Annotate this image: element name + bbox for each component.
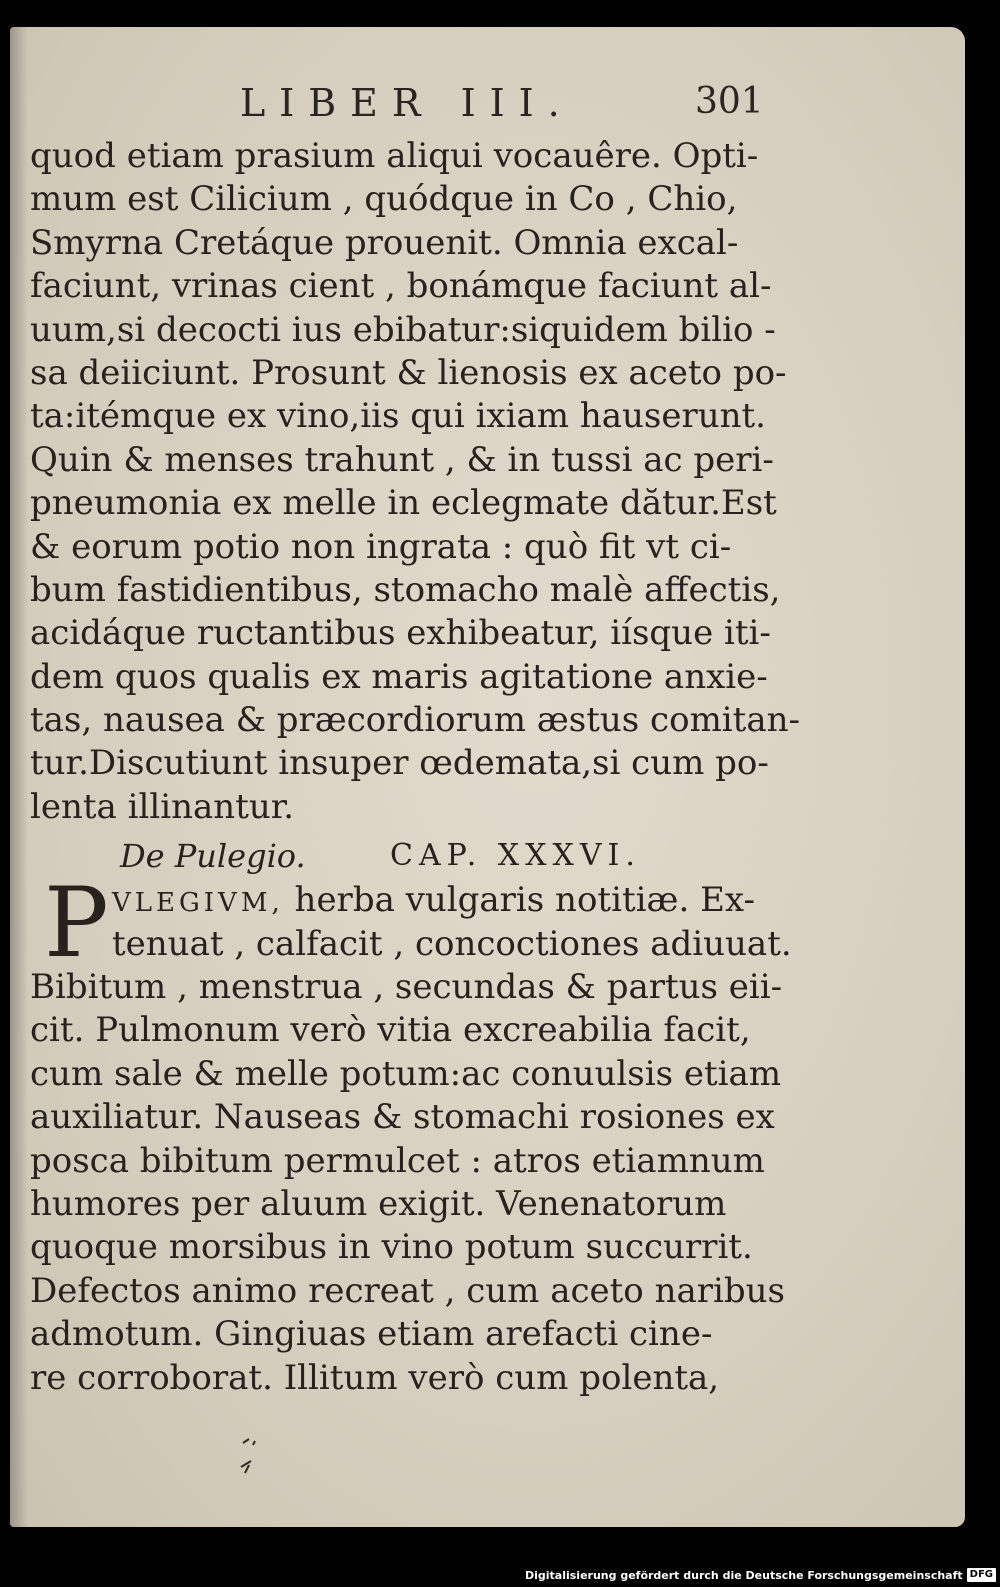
- text-block: [30, 135, 800, 1400]
- text-line: pneumonia ex melle in eclegmate dătur.Est: [30, 483, 777, 524]
- text-line: acidáque ructantibus exhibeatur, iísque iti-: [30, 613, 771, 654]
- text-line: sa deiiciunt. Prosunt & lienosis ex aceto po-: [30, 352, 787, 393]
- ink-mark-icon: [235, 1437, 265, 1477]
- text-span: herba vulgaris notitiæ. Ex-: [283, 880, 755, 921]
- text-line: admotum. Gingiuas etiam arefacti cine-: [30, 1314, 713, 1355]
- chapter-first-paragraph: [30, 867, 792, 980]
- running-head-title: LIBER III.: [240, 81, 574, 125]
- text-line: Defectos animo recreat , cum aceto naribus: [30, 1270, 785, 1311]
- smallcaps-word: VLEGIVM,: [112, 888, 284, 919]
- drop-cap: P: [44, 867, 109, 980]
- text-line: cit. Pulmonum verò vitia excreabilia facit,: [30, 1010, 751, 1051]
- text-line: cum sale & melle potum:ac conuulsis etiam: [30, 1053, 782, 1094]
- text-line: posca bibitum permulcet : atros etiamnum: [30, 1140, 765, 1181]
- text-line: quod etiam prasium aliqui vocauêre. Opti-: [30, 136, 759, 176]
- text-line: bum fastidientibus, stomacho malè affectis,: [30, 569, 781, 610]
- text-line: mum est Cilicium , quódque in Co , Chio,: [30, 179, 738, 220]
- chapter-heading: [30, 833, 770, 879]
- digitization-credit: [525, 1567, 996, 1583]
- text-line: & eorum potio non ingrata : quò fit vt ci-: [30, 526, 732, 567]
- text-line: quoque morsibus in vino potum succurrit.: [30, 1227, 753, 1268]
- book-page: [10, 27, 965, 1527]
- running-head: [40, 79, 770, 139]
- chapter-number: CAP. XXXVI.: [390, 838, 641, 874]
- text-line: tenuat , calfacit , concoctiones adiuuat.: [112, 923, 792, 964]
- text-line: auxiliatur. Nauseas & stomachi rosiones ex: [30, 1097, 775, 1138]
- text-line: re corroborat. Illitum verò cum polenta,: [30, 1357, 720, 1398]
- text-line: tas, nausea & præcordiorum æstus comitan-: [30, 700, 800, 741]
- dfg-logo: DFG: [967, 1568, 996, 1582]
- chapter-title: De Pulegio.: [120, 837, 306, 876]
- folio-number: 301: [695, 81, 764, 122]
- text-line: ta:itémque ex vino,iis qui ixiam hauserunt.: [30, 396, 766, 437]
- text-line: Smyrna Cretáque prouenit. Omnia excal-: [30, 222, 739, 263]
- text-line: [30, 879, 770, 922]
- text-line: lenta illinantur.: [30, 786, 295, 827]
- text-line: humores per aluum exigit. Venenatorum: [30, 1183, 727, 1224]
- text-line: tur.Discutiunt insuper œdemata,si cum po-: [30, 743, 769, 784]
- text-line: uum,si decocti ius ebibatur:siquidem bilio -: [30, 309, 776, 350]
- text-line: faciunt, vrinas cient , bonámque faciunt al-: [30, 266, 772, 307]
- text-line: Quin & menses trahunt , & in tussi ac peri-: [30, 439, 774, 480]
- page-spine-shadow: [10, 27, 28, 1527]
- text-line: Bibitum , menstrua , secundas & partus eii-: [30, 967, 783, 1008]
- ink-marks: [235, 1437, 265, 1484]
- text-line: dem quos qualis ex maris agitatione anxie-: [30, 656, 768, 697]
- credit-text: Digitalisierung gefördert durch die Deutsche Forschungsgemeinschaft: [524, 1568, 963, 1582]
